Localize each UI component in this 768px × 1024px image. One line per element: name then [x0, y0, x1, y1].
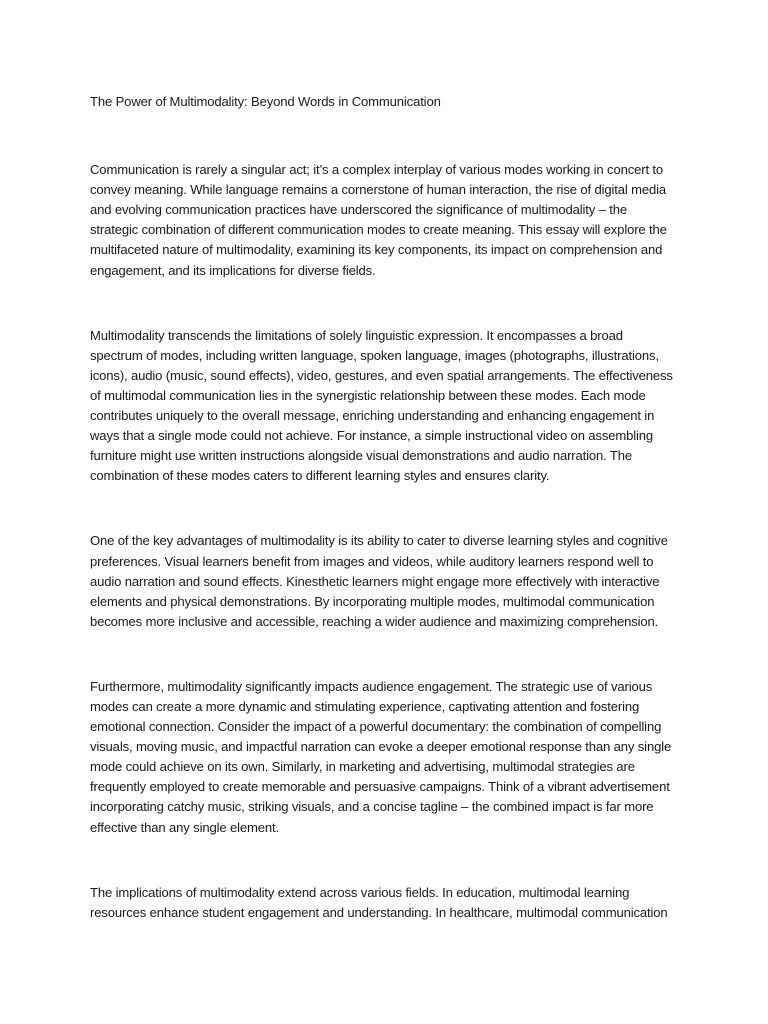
text-line: multifaceted nature of multimodality, examining its key components, its impact on comprehension and [90, 242, 663, 258]
text-line: of multimodal communication lies in the synergistic relationship between these modes. Each mode [90, 387, 646, 403]
text-line: The implications of multimodality extend across various fields. In education, multimodal learning [90, 884, 630, 900]
text-line: spectrum of modes, including written language, spoken language, images (photographs, illustrations, [90, 347, 659, 363]
body-paragraph [90, 677, 676, 838]
text-line: Furthermore, multimodality significantly impacts audience engagement. The strategic use of various [90, 678, 653, 694]
text-line: resources enhance student engagement and understanding. In healthcare, multimodal communication [90, 904, 668, 920]
text-line: preferences. Visual learners benefit from images and videos, while auditory learners respond well to [90, 553, 654, 569]
text-line: mode could achieve on its own. Similarly, in marketing and advertising, multimodal strategies are [90, 759, 635, 775]
text-line: incorporating catchy music, striking visuals, and a concise tagline – the combined impact is far more [90, 799, 654, 815]
text-line: engagement, and its implications for diverse fields. [90, 262, 376, 278]
text-line: convey meaning. While language remains a cornerstone of human interaction, the rise of digital media [90, 182, 667, 198]
text-line: effective than any single element. [90, 819, 280, 835]
body-paragraph [90, 883, 676, 923]
text-line: elements and physical demonstrations. By incorporating multiple modes, multimodal communication [90, 593, 655, 609]
body-paragraph [90, 531, 676, 631]
document-body [90, 92, 676, 968]
body-paragraph [90, 326, 676, 487]
text-line: frequently employed to create memorable and persuasive campaigns. Think of a vibrant advertisement [90, 779, 670, 795]
text-line: audio narration and sound effects. Kinesthetic learners might engage more effectively with interactive [90, 573, 660, 589]
text-line: contributes uniquely to the overall message, enriching understanding and enhancing engagement in [90, 408, 655, 424]
text-line: icons), audio (music, sound effects), video, gestures, and even spatial arrangements. The effectiveness [90, 367, 673, 383]
text-line: ways that a single mode could not achieve. For instance, a simple instructional video on assembling [90, 428, 654, 444]
text-line: emotional connection. Consider the impact of a powerful documentary: the combination of compelling [90, 719, 662, 735]
text-line: Multimodality transcends the limitations of solely linguistic expression. It encompasses a broad [90, 327, 623, 343]
text-line: visuals, moving music, and impactful narration can evoke a deeper emotional response than any single [90, 739, 672, 755]
text-line: combination of these modes caters to different learning styles and ensures clarity. [90, 468, 550, 484]
text-line: Communication is rarely a singular act; it’s a complex interplay of various modes working in concert to [90, 162, 664, 178]
body-paragraph [90, 160, 676, 281]
text-line: One of the key advantages of multimodality is its ability to cater to diverse learning styles and cognitive [90, 533, 668, 549]
text-line: furniture might use written instructions alongside visual demonstrations and audio narration. The [90, 448, 632, 464]
paragraph-list [90, 160, 676, 923]
text-line: strategic combination of different communication modes to create meaning. This essay will explore the [90, 222, 667, 238]
document-title: The Power of Multimodality: Beyond Words in Communication [90, 94, 441, 109]
text-line: becomes more inclusive and accessible, reaching a wider audience and maximizing comprehension. [90, 613, 659, 629]
text-line: and evolving communication practices have underscored the significance of multimodality – the [90, 202, 628, 218]
text-line: modes can create a more dynamic and stimulating experience, captivating attention and fostering [90, 698, 640, 714]
